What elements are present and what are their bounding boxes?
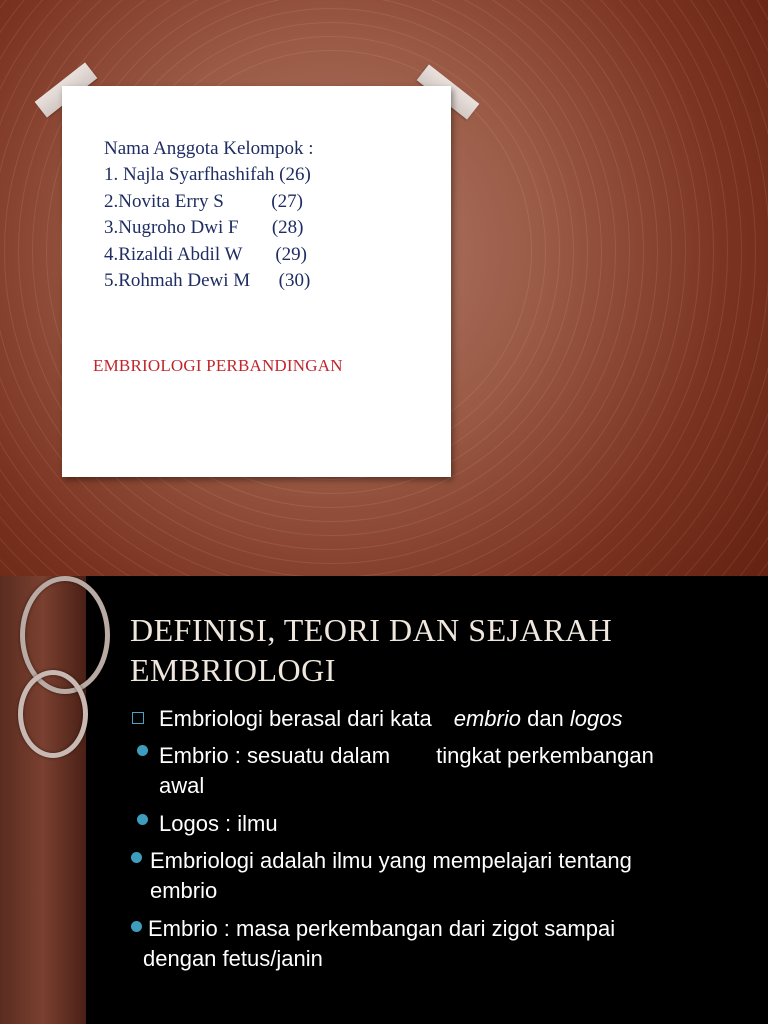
slide-2-title-line-2: EMBRIOLOGI	[130, 652, 336, 688]
bullet-2-text: Embrio : sesuatu dalam	[159, 743, 391, 768]
bullet-dot-icon	[131, 852, 142, 863]
slide-1-title: EMBRIOLOGI PERBANDINGAN	[93, 356, 343, 375]
member-item: 5.Rohmah Dewi M (30)	[104, 270, 311, 292]
bullet-dot-icon	[137, 745, 148, 756]
bullet-4: Embriologi adalah ilmu yang mempelajari tentang	[150, 848, 632, 873]
bullet-1-term-embrio: embrio	[453, 706, 521, 731]
decorative-ring	[18, 670, 88, 758]
bullet-1	[159, 704, 623, 734]
bullet-dot-icon	[137, 814, 148, 825]
bullet-1-term-logos: logos	[569, 706, 623, 731]
bullet-2-text-cont: tingkat perkembangan	[436, 743, 654, 768]
bullet-4-line-2: embrio	[150, 878, 218, 903]
bullet-2	[159, 741, 654, 771]
square-bullet-icon	[132, 712, 144, 724]
bullet-2-line-2: awal	[159, 773, 205, 798]
bullet-5: Embrio : masa perkembangan dari zigot sampai	[148, 916, 616, 941]
decorative-side-strip	[0, 576, 86, 1024]
bullet-1-conj: dan	[527, 706, 564, 731]
member-item: 2.Novita Erry S (27)	[104, 190, 303, 212]
member-item: 4.Rizaldi Abdil W (29)	[104, 243, 308, 265]
slide-2	[0, 576, 768, 1024]
bullet-dot-icon	[131, 921, 142, 932]
slide-2-title-line-1: DEFINISI, TEORI DAN SEJARAH	[130, 612, 613, 648]
bullet-1-text: Embriologi berasal dari kata	[159, 706, 432, 731]
member-list-heading: Nama Anggota Kelompok :	[104, 138, 314, 159]
member-card	[62, 86, 451, 477]
bullet-3: Logos : ilmu	[159, 811, 278, 836]
slide-2-title	[130, 610, 730, 690]
member-item: 1. Najla Syarfhashifah (26)	[104, 164, 311, 186]
member-item: 3.Nugroho Dwi F (28)	[104, 217, 304, 239]
bullet-5-line-2: dengan fetus/janin	[143, 946, 323, 971]
member-list	[104, 136, 314, 294]
